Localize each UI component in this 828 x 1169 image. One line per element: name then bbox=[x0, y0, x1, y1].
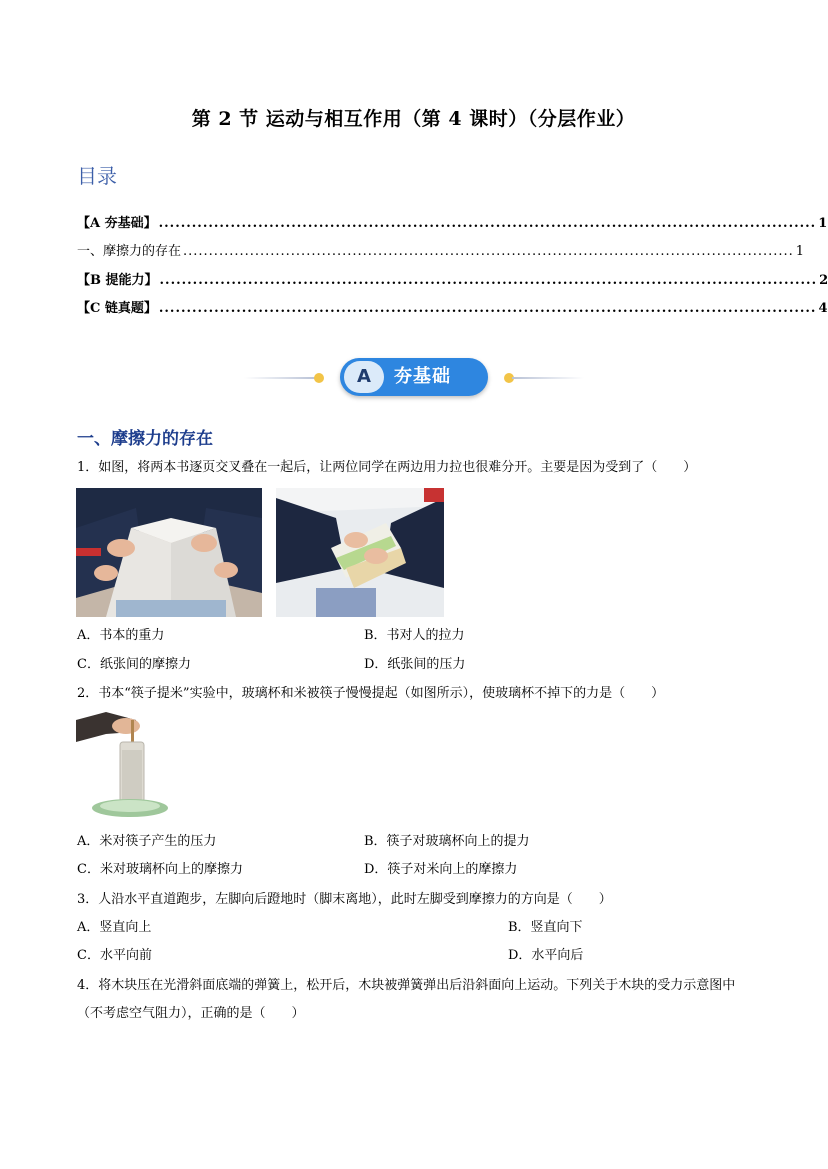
toc-entry[interactable] bbox=[77, 231, 805, 260]
toc-entry-page: 1 bbox=[818, 215, 828, 231]
question-3-option-c[interactable]: C．水平向前 bbox=[77, 948, 152, 963]
question-2-option-a[interactable]: A．米对筷子产生的压力 bbox=[77, 834, 217, 849]
question-3-text: 3．人沿水平直道跑步，左脚向后蹬地时（脚末离地），此时左脚受到摩擦力的方向是（ ） bbox=[77, 892, 612, 907]
toc-entry[interactable] bbox=[77, 259, 828, 288]
table-of-contents bbox=[77, 202, 828, 316]
banner-line-left bbox=[244, 377, 316, 379]
toc-entry-page: 1 bbox=[795, 244, 805, 259]
question-2-option-d[interactable]: D．筷子对米向上的摩擦力 bbox=[364, 862, 518, 877]
banner-pill bbox=[340, 358, 488, 396]
question-2-option-b[interactable]: B．筷子对玻璃杯向上的提力 bbox=[364, 834, 530, 849]
toc-heading: 目录 bbox=[77, 164, 117, 188]
toc-entry-label: 【B 提能力】 bbox=[77, 272, 158, 288]
toc-entry-page: 2 bbox=[819, 272, 828, 288]
question-3-option-a[interactable]: A．竖直向上 bbox=[77, 920, 152, 935]
toc-leader: ....................................................................................................................... bbox=[158, 301, 817, 316]
toc-entry-label: 【A 夯基础】 bbox=[77, 215, 157, 231]
question-1-text: 1．如图，将两本书逐页交叉叠在一起后，让两位同学在两边用力拉也很难分开。主要是因为受到了（ ） bbox=[77, 460, 697, 475]
question-1-photo-right bbox=[276, 488, 444, 617]
section-heading: 一、摩擦力的存在 bbox=[77, 429, 213, 449]
banner-line-right bbox=[512, 377, 584, 379]
question-1-photo-left bbox=[76, 488, 262, 617]
page-title: 第 2 节 运动与相互作用（第 4 课时）（分层作业） bbox=[191, 108, 636, 130]
banner-letter: A bbox=[344, 361, 384, 393]
question-1-option-a[interactable]: A．书本的重力 bbox=[77, 628, 165, 643]
banner-text: 夯基础 bbox=[394, 366, 451, 387]
question-2-photo bbox=[76, 712, 168, 820]
question-3-option-d[interactable]: D．水平向后 bbox=[508, 948, 584, 963]
toc-entry-page: 4 bbox=[818, 301, 828, 316]
toc-entry[interactable] bbox=[77, 202, 828, 231]
toc-entry-label: 【C 链真题】 bbox=[77, 301, 157, 316]
question-2-option-c[interactable]: C．米对玻璃杯向上的摩擦力 bbox=[77, 862, 243, 877]
toc-entry-label: 一、摩擦力的存在 bbox=[77, 244, 182, 259]
question-3-option-b[interactable]: B．竖直向下 bbox=[508, 920, 583, 935]
question-2-text: 2．书本“筷子提米”实验中，玻璃杯和米被筷子慢慢提起（如图所示），使玻璃杯不掉下的力是（ ） bbox=[77, 686, 665, 701]
question-1-option-d[interactable]: D．纸张间的压力 bbox=[364, 657, 466, 672]
banner-dot-left bbox=[314, 373, 324, 383]
toc-leader: ....................................................................................................................... bbox=[158, 215, 817, 231]
question-4-text: 4．将木块压在光滑斜面底端的弹簧上，松开后，木块被弹簧弹出后沿斜面向上运动。下列关于木块的受力示意图中（不考虑空气阻力），正确的是（ ） bbox=[77, 978, 736, 1021]
toc-leader: ....................................................................................................................... bbox=[183, 244, 794, 259]
section-banner bbox=[244, 356, 584, 398]
question-1-option-b[interactable]: B．书对人的拉力 bbox=[364, 628, 465, 643]
question-1-option-c[interactable]: C．纸张间的摩擦力 bbox=[77, 657, 191, 672]
toc-leader: ....................................................................................................................... bbox=[159, 272, 818, 288]
toc-entry[interactable] bbox=[77, 288, 828, 317]
